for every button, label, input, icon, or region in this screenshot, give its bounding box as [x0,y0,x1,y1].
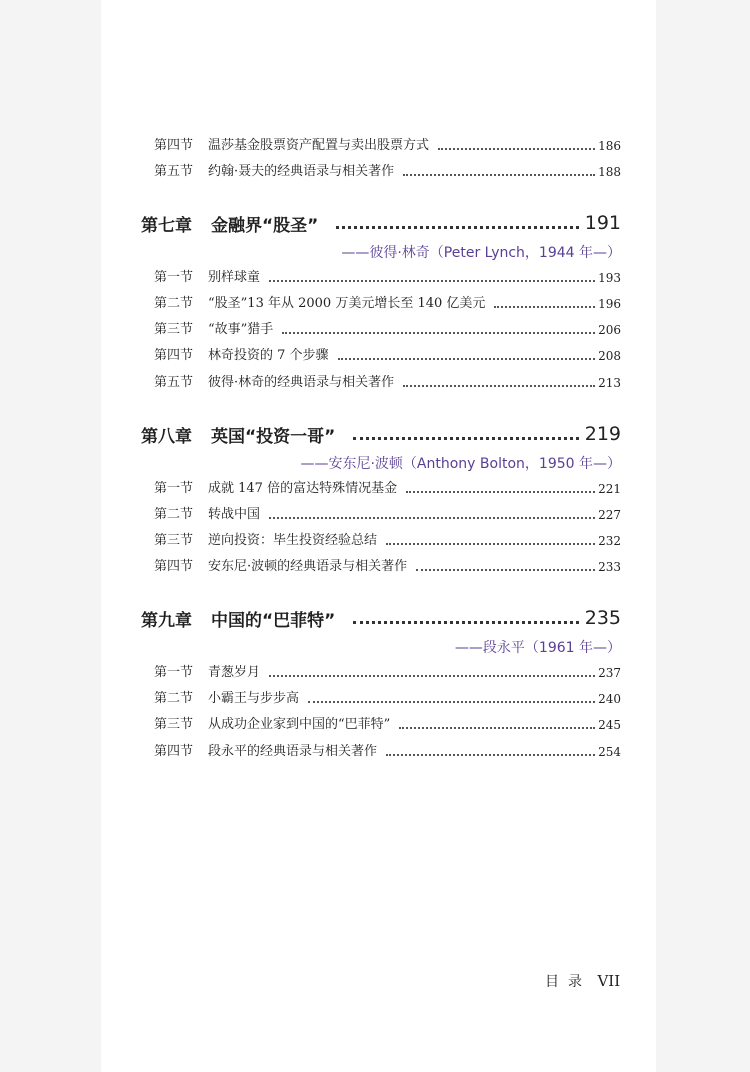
section-title: 转战中国 [208,507,261,522]
chapter-person-subtitle: ——安东尼·波顿（Anthony Bolton，1950 年—） [300,456,621,472]
toc-section-row[interactable] [154,268,621,288]
toc-section-row[interactable] [154,373,621,393]
dot-leader [308,700,595,703]
section-title: 约翰·聂夫的经典语录与相关著作 [208,164,395,179]
chapter-number: 第八章 [141,426,192,447]
toc-section-row[interactable] [154,136,621,156]
section-number: 第四节 [154,559,194,574]
dot-leader [386,542,595,545]
section-title: 温莎基金股票资产配置与卖出股票方式 [208,138,430,153]
chapter-person-subtitle: ——段永平（1961 年—） [454,640,621,656]
section-page-number: 237 [598,666,621,680]
toc-section-row[interactable] [154,742,621,762]
section-page-number: 186 [598,139,621,153]
section-title: 逆向投资：毕生投资经验总结 [208,533,378,548]
chapter-number: 第七章 [141,215,192,236]
section-title: “股圣”13 年从 2000 万美元增长至 140 亿美元 [208,296,486,311]
page-footer [545,971,620,991]
section-page-number: 254 [598,745,621,759]
footer-page-number: VII [597,972,621,990]
toc-section-row[interactable] [154,505,621,525]
section-page-number: 221 [598,482,621,496]
dot-leader [353,620,578,624]
section-number: 第五节 [154,375,194,390]
section-title: 青葱岁月 [208,665,261,680]
section-number: 第三节 [154,533,194,548]
chapter-person-subtitle: ——彼得·林奇（Peter Lynch，1944 年—） [341,245,621,261]
toc-chapter-row[interactable] [141,605,621,631]
dot-leader [403,384,595,387]
toc-section-row[interactable] [154,346,621,366]
section-number: 第一节 [154,481,194,496]
toc-section-row[interactable] [154,294,621,314]
dot-leader [338,357,596,360]
section-title: “故事”猎手 [208,322,274,337]
dot-leader [386,753,595,756]
dot-leader [269,279,595,282]
dot-leader [494,305,595,308]
section-number: 第二节 [154,507,194,522]
section-page-number: 206 [598,323,621,337]
chapter-title: 金融界“股圣” [211,215,319,236]
book-page [101,0,656,1072]
section-number: 第二节 [154,691,194,706]
section-title: 段永平的经典语录与相关著作 [208,744,378,759]
dot-leader [282,331,595,334]
chapter-page-number: 219 [584,423,621,445]
dot-leader [269,516,595,519]
section-title: 安东尼·波顿的经典语录与相关著作 [208,559,408,574]
footer-label: 目录 [545,974,591,990]
section-page-number: 233 [598,560,621,574]
section-page-number: 227 [598,508,621,522]
section-page-number: 213 [598,376,621,390]
dot-leader [438,147,595,150]
dot-leader [269,674,595,677]
section-number: 第五节 [154,164,194,179]
section-title: 小霸王与步步高 [208,691,300,706]
toc-chapter-row[interactable] [141,421,621,447]
section-page-number: 193 [598,271,621,285]
dot-leader [336,225,578,229]
section-page-number: 245 [598,718,621,732]
toc-section-row[interactable] [154,479,621,499]
toc-section-row[interactable] [154,320,621,340]
section-page-number: 188 [598,165,621,179]
toc-section-row[interactable] [154,663,621,683]
toc-section-row[interactable] [154,531,621,551]
chapter-title: 英国“投资一哥” [211,426,336,447]
dot-leader [406,490,595,493]
section-number: 第三节 [154,717,194,732]
section-title: 彼得·林奇的经典语录与相关著作 [208,375,395,390]
section-number: 第四节 [154,744,194,759]
section-page-number: 208 [598,349,621,363]
section-page-number: 232 [598,534,621,548]
section-title: 成就 147 倍的富达特殊情况基金 [208,481,398,496]
toc-section-row[interactable] [154,557,621,577]
chapter-title: 中国的“巴菲特” [211,610,336,631]
dot-leader [403,173,595,176]
dot-leader [353,436,578,440]
toc-section-row[interactable] [154,689,621,709]
toc-section-row[interactable] [154,162,621,182]
section-title: 别样球童 [208,270,261,285]
section-number: 第四节 [154,138,194,153]
section-page-number: 196 [598,297,621,311]
dot-leader [399,726,595,729]
chapter-page-number: 235 [584,607,621,629]
chapter-number: 第九章 [141,610,192,631]
section-number: 第一节 [154,270,194,285]
section-title: 林奇投资的 7 个步骤 [208,348,329,363]
section-number: 第三节 [154,322,194,337]
toc-section-row[interactable] [154,715,621,735]
dot-leader [416,568,595,571]
section-number: 第四节 [154,348,194,363]
section-number: 第二节 [154,296,194,311]
toc-chapter-row[interactable] [141,210,621,236]
chapter-page-number: 191 [584,212,621,234]
section-title: 从成功企业家到中国的“巴菲特” [208,717,391,732]
section-number: 第一节 [154,665,194,680]
section-page-number: 240 [598,692,621,706]
